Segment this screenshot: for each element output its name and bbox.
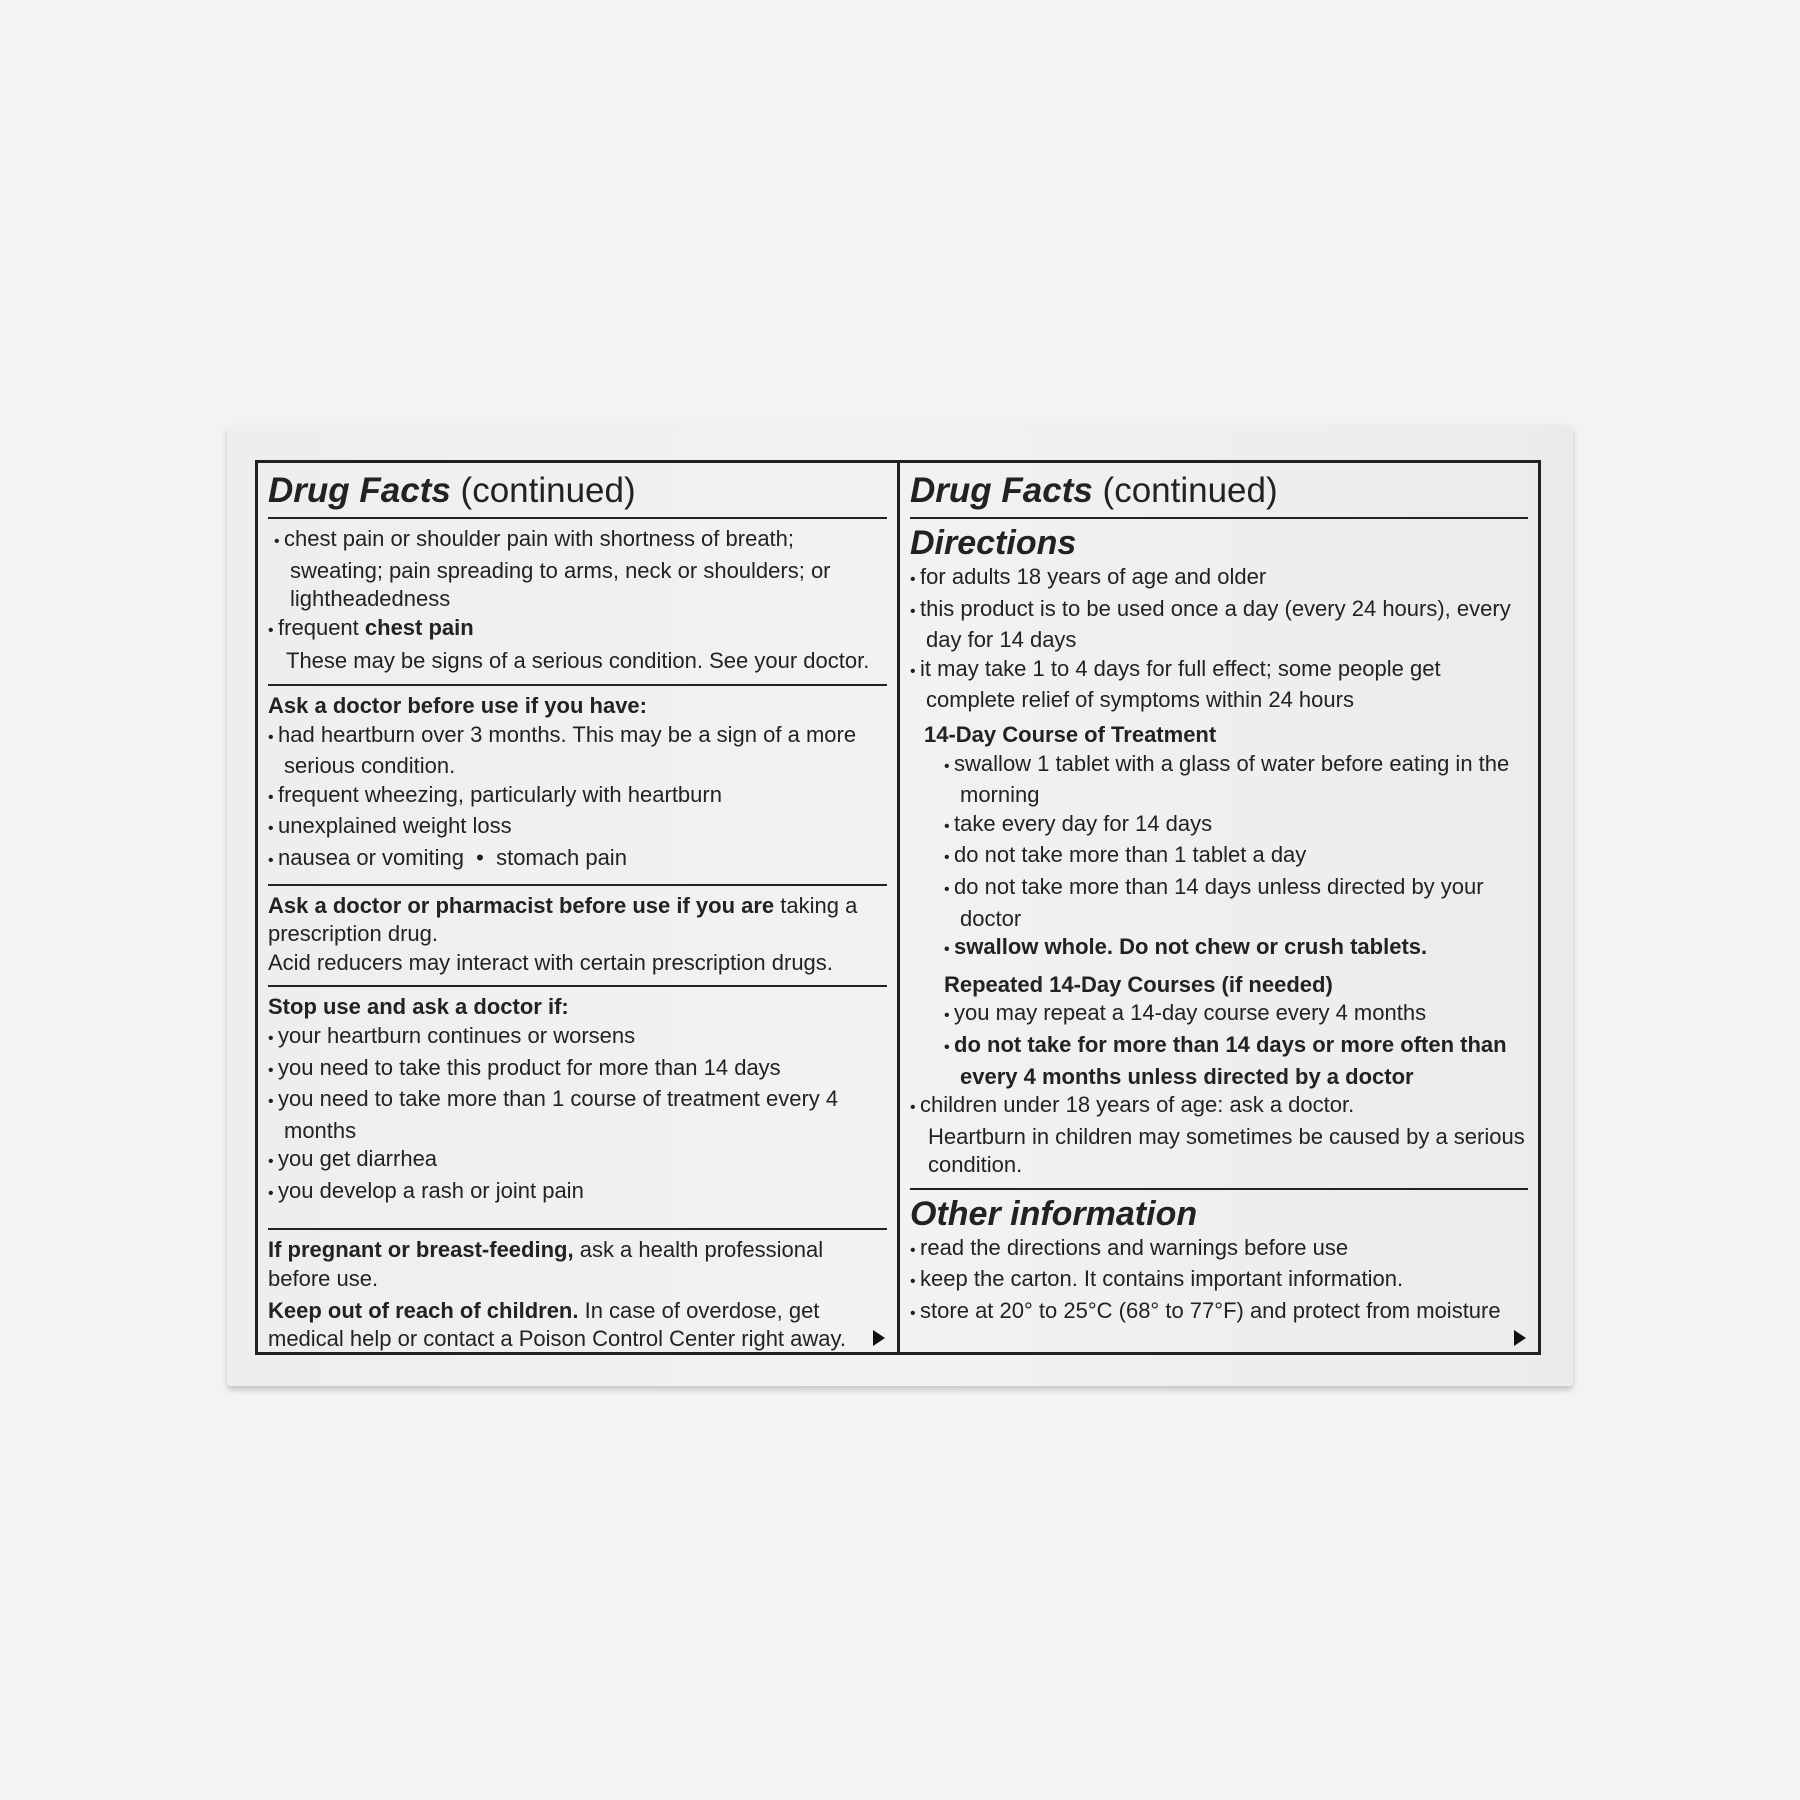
list-item: • do not take more than 1 tablet a day: [944, 841, 1528, 873]
text: frequent: [278, 614, 365, 640]
list-item: • you need to take this product for more than 14 days: [268, 1054, 887, 1086]
list-item: • read the directions and warnings before use: [910, 1234, 1528, 1266]
list-item: [268, 614, 887, 646]
drug-facts-panel: [255, 460, 1541, 1355]
list-item: • this product is to be used once a day (every 24 hours), every day for 14 days: [910, 595, 1528, 655]
repeated-list: [910, 999, 1528, 1091]
left-title: [268, 467, 887, 519]
other-info-section: [910, 1194, 1528, 1337]
list-item: • you need to take more than 1 course of treatment every 4 months: [268, 1085, 887, 1145]
text: ask a health professional before use.: [268, 1237, 824, 1292]
directions-heading: Directions: [910, 524, 1077, 562]
list-item: • take every day for 14 days: [944, 810, 1528, 842]
left-column: [258, 463, 900, 1352]
list-item: • had heartburn over 3 months. This may be a sign of a more serious condition.: [268, 721, 887, 781]
list-item: • you get diarrhea: [268, 1145, 887, 1177]
course-heading: 14-Day Course of Treatment: [924, 721, 1217, 747]
list-item: • nausea or vomiting • stomach pain: [268, 844, 887, 876]
section-heading: Stop use and ask a doctor if:: [268, 994, 569, 1020]
list-item: • store at 20° to 25°C (68° to 77°F) and protect from moisture: [910, 1297, 1528, 1329]
list-item: • do not take more than 14 days unless directed by your doctor: [944, 873, 1528, 933]
pregnant-text: [268, 1236, 887, 1293]
list-item: • for adults 18 years of age and older: [910, 563, 1528, 595]
repeated-heading: Repeated 14-Day Courses (if needed): [944, 971, 1333, 997]
continue-arrow-icon: [873, 1330, 885, 1346]
list-item: • unexplained weight loss: [268, 812, 887, 844]
title-rest: (continued): [450, 471, 636, 510]
text-bold: If pregnant or breast-feeding,: [268, 1237, 574, 1263]
text: In case of overdose, get medical help or contact a Poison Control Center right away.: [268, 1297, 846, 1352]
course-list: [910, 750, 1528, 965]
ask-doctor-section: [268, 686, 887, 886]
pharmacist-text: [268, 892, 887, 949]
list-item: • your heartburn continues or worsens: [268, 1022, 887, 1054]
keep-out-text: [268, 1297, 887, 1354]
list-item: • chest pain or shoulder pain with shortness of breath; sweating; pain spreading to arms, neck or shoulders; or lightheadedness: [268, 525, 887, 614]
list-item: • frequent wheezing, particularly with heartburn: [268, 781, 887, 813]
list-item: • children under 18 years of age: ask a doctor.: [910, 1091, 1528, 1123]
list-item: • do not take for more than 14 days or more often than every 4 months unless directed by a doctor: [944, 1031, 1528, 1091]
other-info-heading: Other information: [910, 1194, 1198, 1233]
pharmacist-section: [268, 886, 887, 988]
text-bold: Keep out of reach of children.: [268, 1297, 579, 1323]
text-bold: chest pain: [364, 614, 474, 640]
children-note: Heartburn in children may sometimes be caused by a serious condition.: [928, 1123, 1525, 1178]
stop-use-section: [268, 987, 887, 1230]
list-item: • you develop a rash or joint pain: [268, 1177, 887, 1209]
title-bold: Drug Facts: [268, 471, 451, 510]
warnings-section: [268, 519, 887, 686]
warning-note: These may be signs of a serious condition. See your doctor.: [286, 648, 870, 674]
text-bold: Ask a doctor or pharmacist before use if you are: [268, 892, 775, 918]
title-rest: (continued): [1092, 471, 1278, 510]
list-item: • you may repeat a 14-day course every 4 months: [944, 999, 1528, 1031]
list-item: • keep the carton. It contains important information.: [910, 1265, 1528, 1297]
right-column: [900, 463, 1538, 1352]
pharmacist-note: Acid reducers may interact with certain prescription drugs.: [268, 949, 833, 975]
title-bold: Drug Facts: [910, 471, 1093, 510]
text: taking a prescription drug.: [268, 892, 858, 947]
right-title: [910, 467, 1528, 519]
list-item: • swallow 1 tablet with a glass of water before eating in the morning: [944, 750, 1528, 810]
section-heading: Ask a doctor before use if you have:: [268, 692, 647, 718]
continue-arrow-icon: [1514, 1330, 1526, 1346]
list-item: • swallow whole. Do not chew or crush tablets.: [944, 933, 1528, 965]
list-item: • it may take 1 to 4 days for full effect; some people get complete relief of symptoms within 24 hours: [910, 655, 1528, 715]
pregnant-section: [268, 1230, 887, 1361]
directions-section: [910, 523, 1528, 1190]
